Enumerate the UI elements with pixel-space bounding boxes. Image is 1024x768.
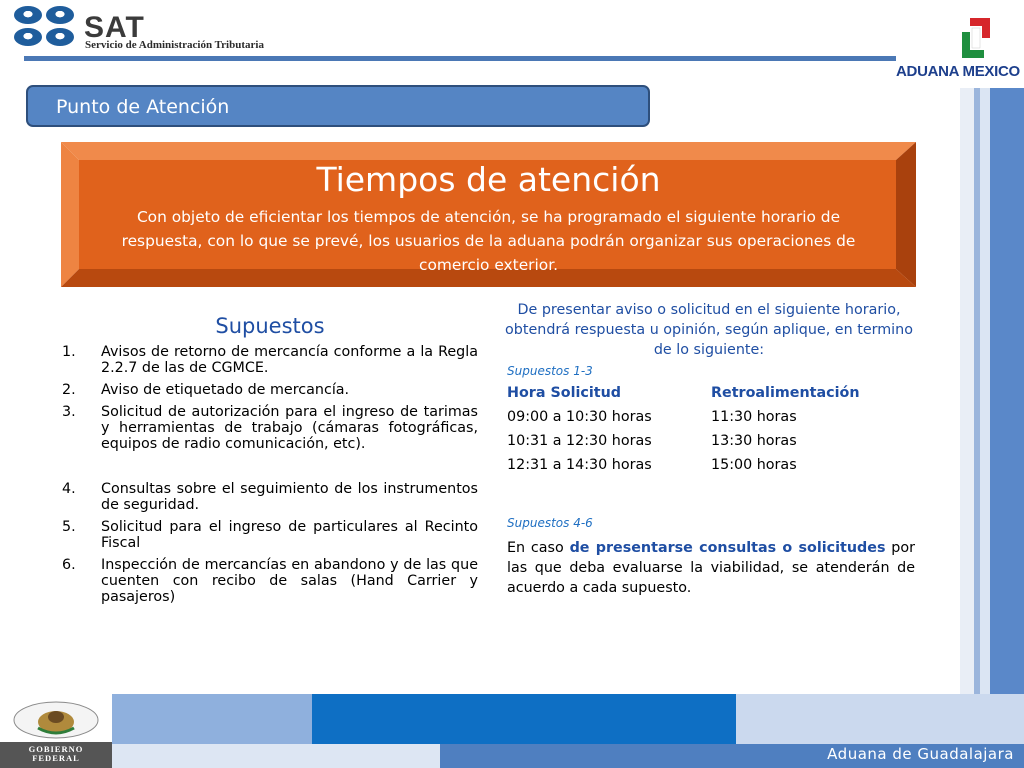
cell-retro: 15:00 horas xyxy=(711,457,797,473)
table-row xyxy=(507,457,917,481)
supuestos-list xyxy=(62,344,478,611)
list-item xyxy=(62,481,478,513)
list-text: Inspección de mercancías en abandono y de las que cuenten con recibo de salas (Hand Carrier y pasajeros) xyxy=(101,557,478,605)
list-number: 1. xyxy=(62,344,76,360)
list-text: Consultas sobre el seguimiento de los instrumentos de seguridad. xyxy=(101,481,478,513)
list-item xyxy=(62,404,478,452)
response-intro: De presentar aviso o solicitud en el siguiente horario, obtendrá respuesta u opinión, según aplique, en termino de lo siguiente: xyxy=(505,302,913,358)
cell-retro: 13:30 horas xyxy=(711,433,797,449)
right-decoration xyxy=(960,88,1024,694)
list-item xyxy=(62,382,478,398)
table-row xyxy=(507,433,917,457)
supuestos-4-6-label: Supuestos 4-6 xyxy=(507,516,593,530)
list-item xyxy=(62,557,478,605)
list-number: 4. xyxy=(62,481,76,497)
list-text: Avisos de retorno de mercancía conforme a la Regla 2.2.7 de las de CGMCE. xyxy=(101,344,478,376)
para-post: por las que deba evaluarse la viabilidad, se atenderán de acuerdo a cada supuesto. xyxy=(507,540,915,596)
supuestos-1-3-label: Supuestos 1-3 xyxy=(507,364,593,378)
footer-band xyxy=(736,694,1024,744)
notice-box xyxy=(61,142,916,287)
col-head-solicitud: Hora Solicitud xyxy=(507,385,622,401)
list-text: Solicitud para el ingreso de particulares al Recinto Fiscal xyxy=(101,519,478,551)
list-text: Solicitud de autorización para el ingreso de tarimas y herramientas de trabajo (cámaras fotográficas, equipos de radio comunicación, etc). xyxy=(101,404,478,452)
list-text: Aviso de etiquetado de mercancía. xyxy=(101,382,350,398)
cell-solicitud: 10:31 a 12:30 horas xyxy=(507,433,652,449)
list-item xyxy=(62,344,478,376)
cell-retro: 11:30 horas xyxy=(711,409,797,425)
para-pre: En caso xyxy=(507,540,570,556)
notice-body: Con objeto de eficientar los tiempos de atención, se ha programado el siguiente horario de respuesta, con lo que se prevé, los usuarios de la aduana podrán organizar sus operaciones de comercio exterior. xyxy=(121,208,856,274)
list-number: 6. xyxy=(62,557,76,573)
list-number: 2. xyxy=(62,382,76,398)
header-divider xyxy=(24,56,896,61)
footer-band xyxy=(312,694,736,744)
gob-line-1: GOBIERNO xyxy=(28,744,84,754)
aduana-brand: ADUANA MEXICO xyxy=(896,63,1020,80)
list-number: 3. xyxy=(62,404,76,420)
sat-subtitle: Servicio de Administración Tributaria xyxy=(85,39,264,51)
gob-line-2: FEDERAL xyxy=(32,753,80,763)
schedule-header-row xyxy=(507,385,917,409)
table-row xyxy=(507,409,917,433)
footer-office: Aduana de Guadalajara xyxy=(827,745,1014,763)
banner-label: Punto de Atención xyxy=(56,96,230,118)
footer-band xyxy=(112,744,440,768)
gobierno-federal-text xyxy=(0,745,112,763)
sat-logo-icon xyxy=(14,6,76,48)
aduana-logo-icon xyxy=(960,16,992,60)
list-item xyxy=(62,519,478,551)
notice-title: Tiempos de atención xyxy=(316,160,661,199)
cell-solicitud: 12:31 a 14:30 horas xyxy=(507,457,652,473)
response-paragraph xyxy=(507,538,915,598)
sat-title: SAT xyxy=(84,11,145,44)
para-highlight: de presentarse consultas o solicitudes xyxy=(569,540,886,556)
mexico-seal-icon xyxy=(10,700,102,740)
footer-band xyxy=(112,694,312,744)
col-head-retro: Retroalimentación xyxy=(711,385,860,401)
cell-solicitud: 09:00 a 10:30 horas xyxy=(507,409,652,425)
schedule-table xyxy=(507,385,917,481)
supuestos-title: Supuestos xyxy=(215,314,325,338)
list-number: 5. xyxy=(62,519,76,535)
section-banner xyxy=(26,85,650,127)
